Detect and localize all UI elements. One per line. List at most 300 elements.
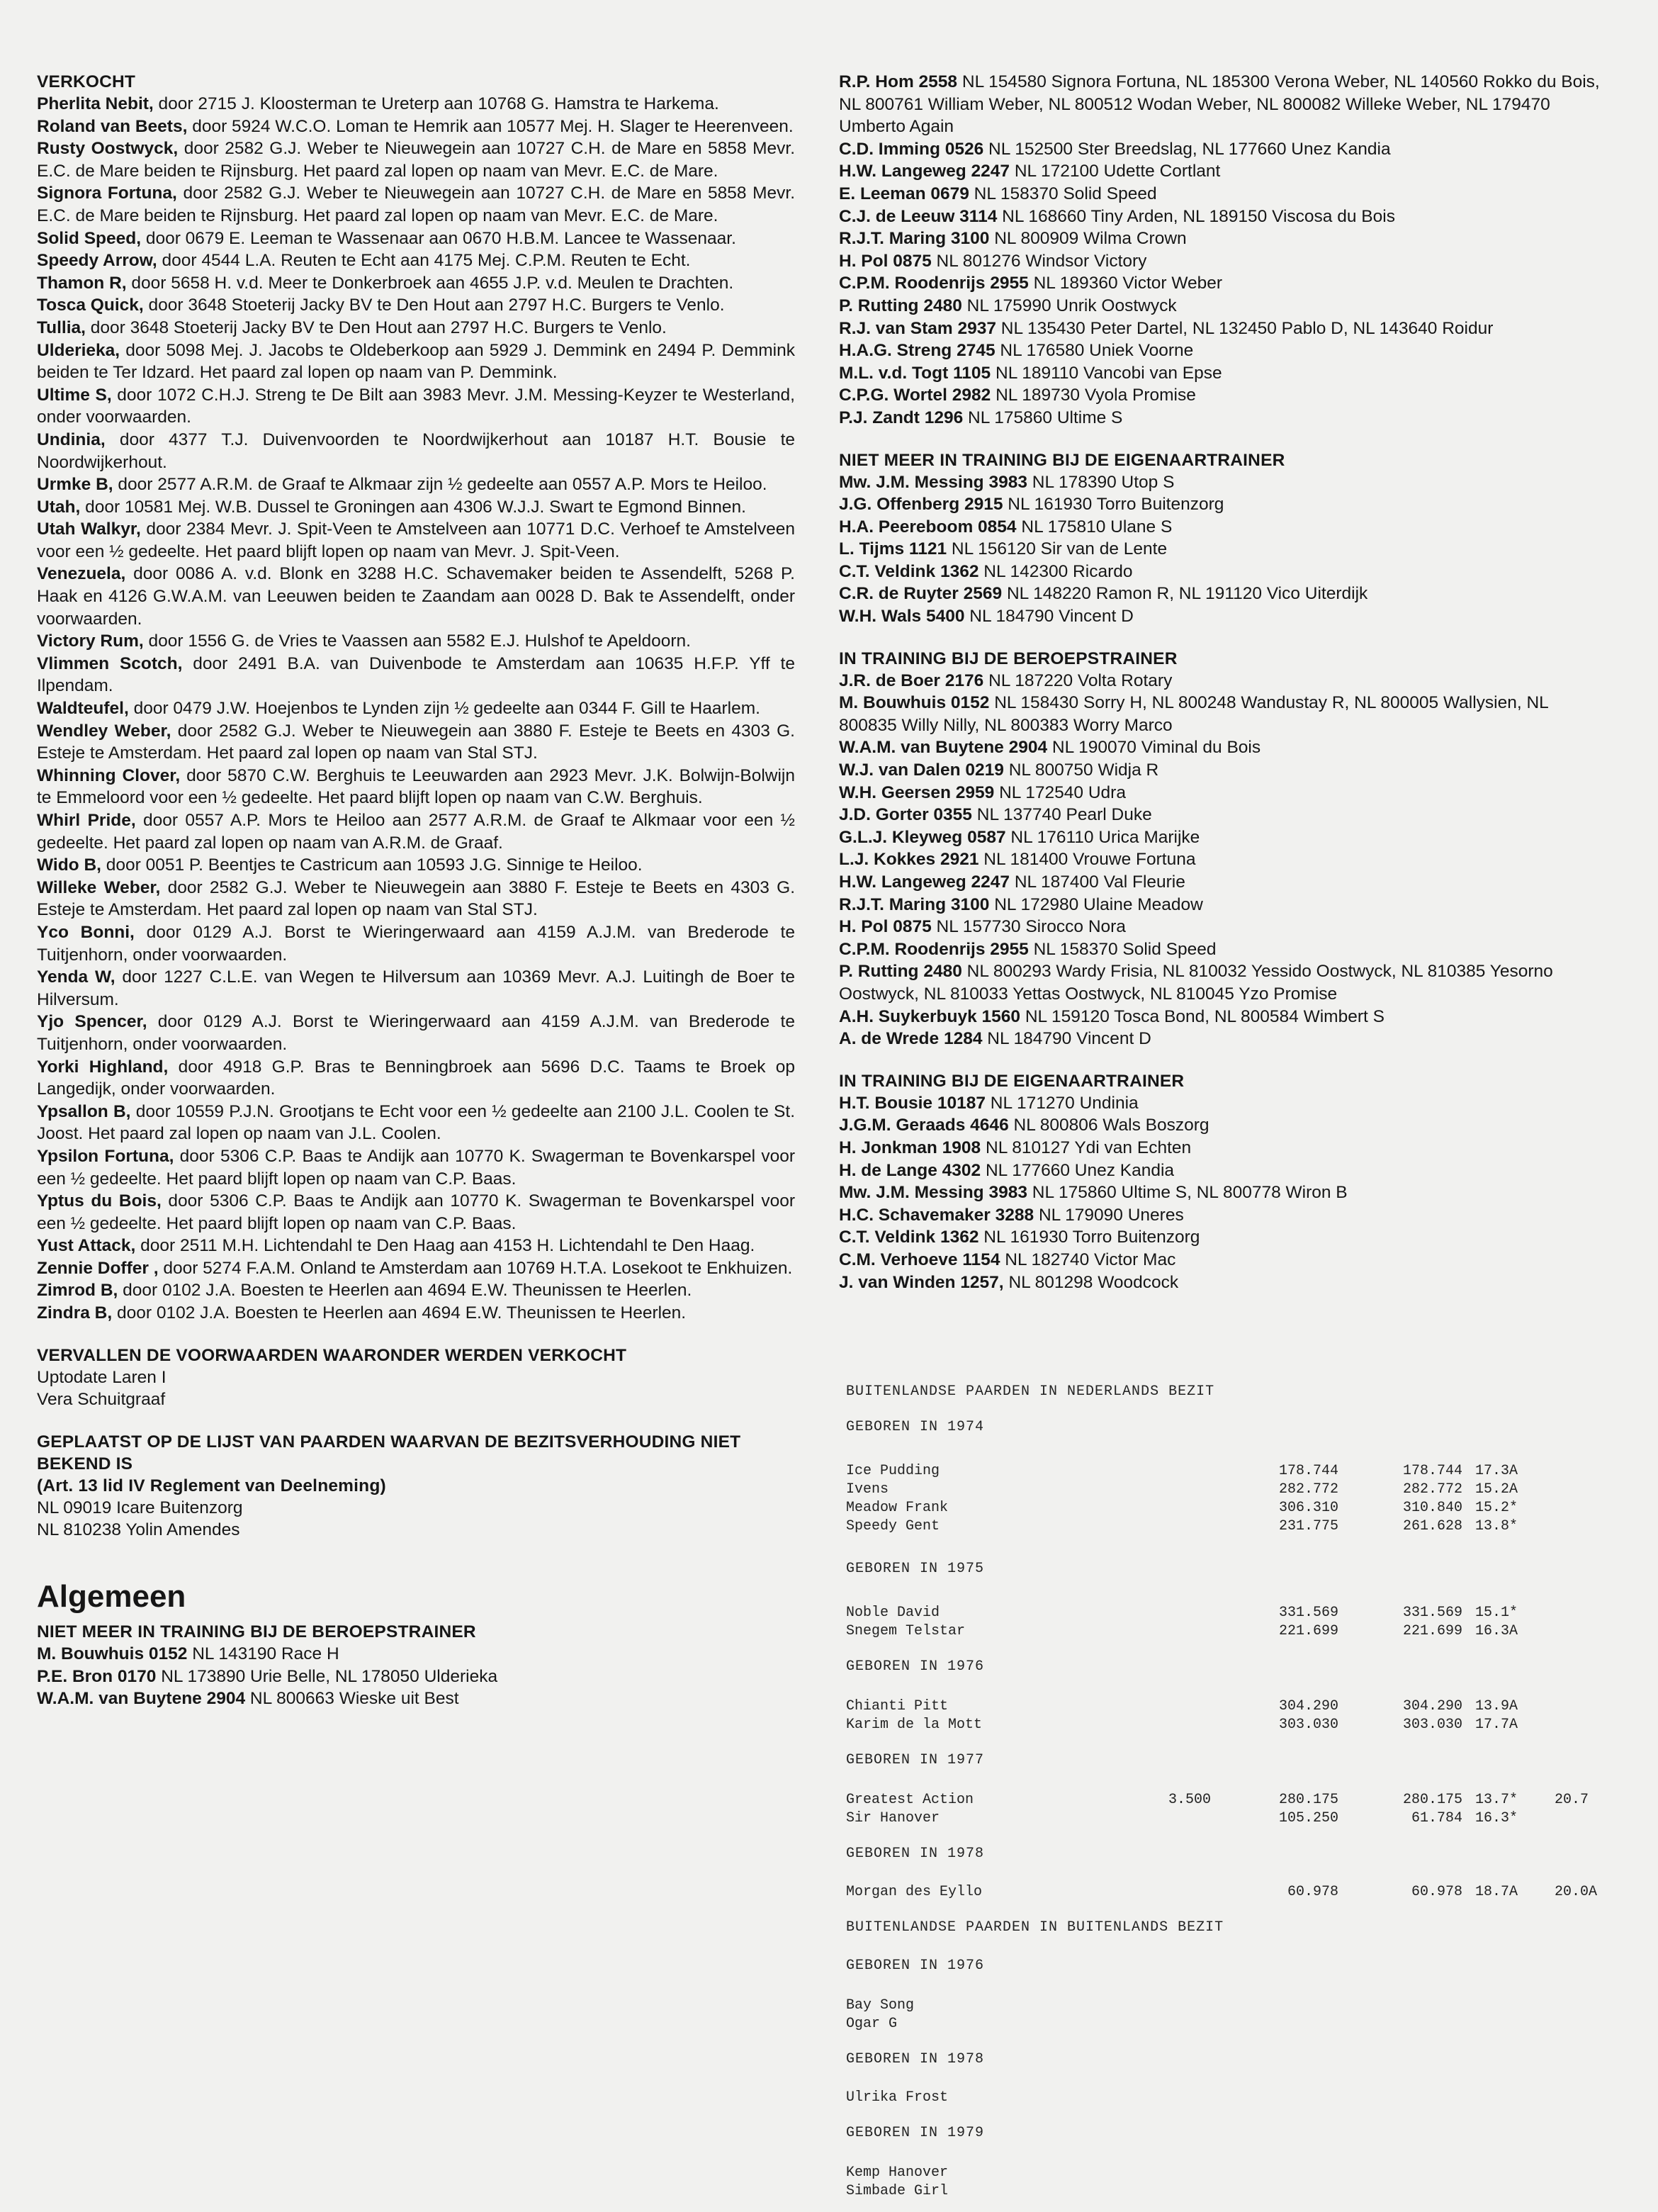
- horse-name: Urmke B,: [37, 475, 113, 495]
- birth-year-heading: GEBOREN IN 1976: [846, 1658, 985, 1675]
- trainer-name: C.T. Veldink 1362: [839, 1228, 979, 1247]
- sale-entry: [37, 272, 795, 295]
- entry-text: NL 175990 Unrik Oostwyck: [966, 296, 1177, 315]
- value-cell: 280.175: [1278, 1792, 1338, 1808]
- horse-name-cell: Bay Song: [846, 1997, 915, 2014]
- trainer-name: J. van Winden 1257,: [839, 1272, 1004, 1292]
- trainer-entry: [839, 295, 1601, 318]
- trainer-entry: [839, 250, 1601, 273]
- entry-text: door 0557 A.P. Mors te Heiloo aan 2577 A.R.M. de Graaf te Alkmaar voor een ½ gedeelte. Het paard zal lopen op naam van A.R.M. de Graaf.: [37, 811, 795, 853]
- entry-text: door 2582 G.J. Weber te Nieuwegein aan 3880 F. Esteje te Beets en 4303 G. Esteje te Amsterdam. Het paard zal lopen op naam van Stal STJ.: [37, 721, 795, 763]
- trainer-name: M. Bouwhuis 0152: [37, 1644, 188, 1664]
- sale-entry: [37, 1302, 795, 1325]
- sale-entry: [37, 93, 795, 116]
- sale-entry: [37, 630, 795, 653]
- entry-text: NL 154580 Signora Fortuna, NL 185300 Verona Weber, NL 140560 Rokko du Bois, NL 800761 William Weber, NL 800512 Wodan Weber, NL 800082 Willeke Weber, NL 179470 Umberto Again: [839, 72, 1600, 137]
- value-cell: 60.978: [1287, 1884, 1338, 1900]
- trainer-name: H. Pol 0875: [839, 251, 932, 271]
- table-row: [846, 1623, 1611, 1641]
- trainer-name: M. Bouwhuis 0152: [839, 693, 990, 713]
- entry-text: NL 172540 Udra: [999, 782, 1126, 802]
- trainer-name: C.R. de Ruyter 2569: [839, 584, 1003, 604]
- entry-text: NL 179090 Uneres: [1038, 1205, 1184, 1225]
- entry-text: door 5924 W.C.O. Loman te Hemrik aan 10577 Mej. H. Slager te Heerenveen.: [192, 116, 794, 136]
- horse-name-cell: Noble David: [846, 1605, 940, 1621]
- sale-entry: [37, 317, 795, 339]
- sale-entry: [37, 496, 795, 519]
- sale-entry: [37, 1056, 795, 1101]
- trainer-name: Mw. J.M. Messing 3983: [839, 1183, 1027, 1203]
- entry-text: door 2582 G.J. Weber te Nieuwegein aan 10727 C.H. de Mare en 5858 Mevr. E.C. de Mare beiden te Rijnsburg. Het paard zal lopen op naam van Mevr. E.C. de Mare.: [37, 139, 795, 181]
- section-heading: NIET MEER IN TRAINING BIJ DE EIGENAARTRAINER: [839, 450, 1285, 470]
- horse-name: Undinia,: [37, 430, 106, 449]
- sale-entry: [37, 429, 795, 473]
- horse-name: Victory Rum,: [37, 631, 144, 651]
- entry-text: door 2577 A.R.M. de Graaf te Alkmaar zijn ½ gedeelte aan 0557 A.P. Mors te Heiloo.: [118, 475, 767, 495]
- value-cell: 303.030: [1278, 1717, 1338, 1733]
- value-cell: 15.2A: [1475, 1481, 1518, 1498]
- value-cell: 61.784: [1411, 1810, 1462, 1826]
- trainer-entry: [839, 138, 1601, 161]
- entry-text: door 5306 C.P. Baas te Andijk aan 10770 K. Swagerman te Bovenkarspel voor een ½ gedeelte. Het paard blijft lopen op naam van C.P. Baas.: [37, 1191, 795, 1233]
- horse-name: Tosca Quick,: [37, 296, 144, 315]
- value-cell: 17.7A: [1475, 1717, 1518, 1733]
- entry-text: Uptodate Laren I: [37, 1367, 167, 1387]
- horse-name: Vlimmen Scotch,: [37, 653, 183, 673]
- value-cell: 16.3A: [1475, 1623, 1518, 1639]
- table-row: [846, 1518, 1611, 1537]
- horse-name-cell: Kemp Hanover: [846, 2165, 949, 2181]
- entry-text: door 4544 L.A. Reuten te Echt aan 4175 Mej. C.P.M. Reuten te Echt.: [162, 251, 691, 271]
- sale-entry: [37, 518, 795, 563]
- entry-text: door 0479 J.W. Hoejenbos te Lynden zijn ½ gedeelte aan 0344 F. Gill te Haarlem.: [133, 699, 760, 719]
- trainer-entry: [839, 759, 1601, 782]
- section-heading: GEPLAATST OP DE LIJST VAN PAARDEN WAARVAN DE BEZITSVERHOUDING NIET BEKEND IS: [37, 1432, 741, 1473]
- trainer-entry: [839, 183, 1601, 206]
- trainer-entry: [37, 1666, 795, 1688]
- trainer-entry: [37, 1366, 795, 1389]
- trainer-entry: [37, 1388, 795, 1411]
- birth-year-heading: GEBOREN IN 1974: [846, 1419, 985, 1435]
- trainer-entry: [37, 1519, 795, 1542]
- trainer-entry: [839, 1271, 1601, 1294]
- value-cell: 221.699: [1278, 1623, 1338, 1639]
- trainer-entry: [839, 1181, 1601, 1204]
- table-row: [846, 1997, 1611, 2016]
- value-cell: 16.3*: [1475, 1810, 1518, 1826]
- sale-entry: [37, 137, 795, 182]
- value-cell: 60.978: [1411, 1884, 1462, 1900]
- value-cell: 13.8*: [1475, 1518, 1518, 1534]
- trainer-name: H.A.G. Streng 2745: [839, 341, 996, 361]
- trainer-entry: [839, 228, 1601, 250]
- horse-name: Yptus du Bois,: [37, 1191, 162, 1211]
- trainer-entry: [839, 71, 1601, 138]
- sale-entry: [37, 1011, 795, 1055]
- value-cell: 3.500: [1168, 1792, 1211, 1808]
- sale-entry: [37, 921, 795, 966]
- trainer-name: R.P. Hom 2558: [839, 72, 958, 91]
- entry-text: NL 175860 Ultime S, NL 800778 Wiron B: [1032, 1183, 1348, 1203]
- entry-text: NL 810127 Ydi van Echten: [986, 1138, 1192, 1157]
- trainer-entry: [839, 826, 1601, 849]
- horse-name: Whinning Clover,: [37, 765, 181, 785]
- entry-text: door 10581 Mej. W.B. Dussel te Groningen aan 4306 W.J.J. Swart te Egmond Binnen.: [85, 497, 746, 517]
- value-cell: 20.0A: [1555, 1884, 1598, 1900]
- horse-name: Rusty Oostwyck,: [37, 139, 179, 159]
- value-cell: 13.9A: [1475, 1698, 1518, 1714]
- entry-text: NL 800909 Wilma Crown: [994, 229, 1187, 249]
- entry-text: NL 800750 Widja R: [1008, 760, 1159, 780]
- entry-text: door 1227 C.L.E. van Wegen te Hilversum aan 10369 Mevr. A.J. Luitingh de Boer te Hilversum.: [37, 967, 796, 1009]
- spacer: [839, 1050, 1601, 1070]
- sale-entry: [37, 384, 795, 429]
- trainer-name: W.H. Geersen 2959: [839, 782, 995, 802]
- table-row: [846, 2089, 1611, 2108]
- spacer: [37, 1325, 795, 1344]
- sale-entry: [37, 563, 795, 630]
- trainer-name: C.P.G. Wortel 2982: [839, 386, 991, 405]
- entry-text: door 5274 F.A.M. Onland te Amsterdam aan 10769 H.T.A. Losekoot te Enkhuizen.: [163, 1258, 793, 1278]
- entry-text: NL 176110 Urica Marijke: [1010, 827, 1200, 847]
- trainer-name: C.P.M. Roodenrijs 2955: [839, 274, 1029, 293]
- value-cell: 282.772: [1402, 1481, 1462, 1498]
- entry-text: door 2582 G.J. Weber te Nieuwegein aan 10727 C.H. de Mare en 5858 Mevr. E.C. de Mare beiden te Rijnsburg. Het paard zal lopen op naam van Mevr. E.C. de Mare.: [37, 184, 796, 225]
- birth-year-heading: GEBOREN IN 1977: [846, 1752, 985, 1768]
- entry-text: NL 156120 Sir van de Lente: [951, 539, 1168, 559]
- entry-text: NL 810238 Yolin Amendes: [37, 1520, 240, 1540]
- entry-text: door 0679 E. Leeman te Wassenaar aan 0670 H.B.M. Lancee te Wassenaar.: [145, 228, 736, 248]
- trainer-name: R.J. van Stam 2937: [839, 318, 996, 338]
- trainer-entry: [839, 362, 1601, 385]
- value-cell: 310.840: [1402, 1500, 1462, 1516]
- entry-text: door 1556 G. de Vries te Vaassen aan 5582 E.J. Hulshof te Apeldoorn.: [148, 631, 691, 651]
- trainer-entry: [839, 384, 1601, 407]
- trainer-name: H.T. Bousie 10187: [839, 1093, 986, 1113]
- entry-text: NL 178390 Utop S: [1032, 472, 1175, 492]
- horse-name-cell: Speedy Gent: [846, 1518, 940, 1534]
- trainer-name: H. Pol 0875: [839, 917, 932, 937]
- entry-text: NL 800663 Wieske uit Best: [249, 1689, 459, 1709]
- trainer-entry: [839, 871, 1601, 894]
- horse-name: Venezuela,: [37, 564, 126, 584]
- trainer-entry: [839, 471, 1601, 494]
- table-row: [846, 1481, 1611, 1500]
- entry-text: NL 187400 Val Fleurie: [1014, 872, 1185, 892]
- trainer-entry: [37, 1643, 795, 1666]
- value-cell: 17.3A: [1475, 1463, 1518, 1479]
- entry-text: NL 176580 Uniek Voorne: [1000, 341, 1194, 361]
- trainer-name: R.J.T. Maring 3100: [839, 229, 990, 249]
- trainer-name: J.R. de Boer 2176: [839, 670, 984, 690]
- value-cell: 280.175: [1402, 1792, 1462, 1808]
- value-cell: 331.569: [1278, 1605, 1338, 1621]
- trainer-entry: [839, 1204, 1601, 1227]
- entry-text: door 1072 C.H.J. Streng te De Bilt aan 3983 Mevr. J.M. Messing-Keyzer te Westerland, onder voorwaarden.: [37, 385, 795, 427]
- horse-name: Solid Speed,: [37, 228, 142, 248]
- entry-text: NL 189110 Vancobi van Epse: [996, 363, 1222, 383]
- entry-text: NL 181400 Vrouwe Fortuna: [983, 850, 1196, 870]
- entry-text: NL 157730 Sirocco Nora: [936, 917, 1126, 937]
- entry-text: door 2715 J. Kloosterman te Ureterp aan 10768 G. Hamstra te Harkema.: [158, 94, 719, 113]
- trainer-name: C.J. de Leeuw 3114: [839, 206, 998, 226]
- horse-name: Thamon R,: [37, 273, 127, 293]
- horse-name-cell: Ogar G: [846, 2016, 898, 2032]
- value-cell: 15.2*: [1475, 1500, 1518, 1516]
- entry-text: NL 152500 Ster Breedslag, NL 177660 Unez Kandia: [988, 139, 1391, 159]
- sale-entry: [37, 1190, 795, 1235]
- table-row: [846, 2016, 1611, 2034]
- entry-text: NL 137740 Pearl Duke: [976, 805, 1152, 825]
- entry-text: NL 177660 Unez Kandia: [985, 1160, 1175, 1180]
- table-row: [846, 1717, 1611, 1735]
- horse-name: Tullia,: [37, 318, 86, 337]
- trainer-entry: [839, 1249, 1601, 1271]
- horse-name-cell: Sir Hanover: [846, 1810, 940, 1826]
- trainer-name: C.D. Imming 0526: [839, 139, 984, 159]
- horse-name: Zindra B,: [37, 1303, 113, 1323]
- trainer-entry: [839, 1114, 1601, 1137]
- trainer-entry: [839, 938, 1601, 961]
- trainer-name: A.H. Suykerbuyk 1560: [839, 1006, 1021, 1026]
- trainer-name: H.W. Langeweg 2247: [839, 872, 1010, 892]
- trainer-name: A. de Wrede 1284: [839, 1029, 983, 1049]
- entry-text: NL 142300 Ricardo: [983, 561, 1133, 581]
- trainer-entry: [839, 538, 1601, 561]
- horse-name: Ulderieka,: [37, 340, 120, 360]
- trainer-name: Mw. J.M. Messing 3983: [839, 472, 1027, 492]
- trainer-entry: [839, 160, 1601, 183]
- table-row: [846, 1792, 1611, 1810]
- sale-entry: [37, 228, 795, 250]
- trainer-entry: [839, 516, 1601, 539]
- entry-text: door 3648 Stoeterij Jacky BV te Den Hout aan 2797 H.C. Burgers te Venlo.: [148, 296, 725, 315]
- value-cell: 304.290: [1402, 1698, 1462, 1714]
- left-column: [37, 71, 795, 1710]
- entry-text: door 2491 B.A. van Duivenbode te Amsterdam aan 10635 H.F.P. Yff te Ilpendam.: [37, 653, 795, 696]
- entry-text: NL 187220 Volta Rotary: [988, 670, 1173, 690]
- entry-text: NL 161930 Torro Buitenzorg: [983, 1228, 1200, 1247]
- trainer-entry: [839, 493, 1601, 516]
- entry-text: NL 158430 Sorry H, NL 800248 Wandustay R, NL 800005 Wallysien, NL 800835 Willy Nilly, NL 800383 Worry Marco: [839, 693, 1548, 735]
- value-cell: 221.699: [1402, 1623, 1462, 1639]
- value-cell: 105.250: [1278, 1810, 1338, 1826]
- value-cell: 282.772: [1278, 1481, 1338, 1498]
- entry-text: NL 189360 Victor Weber: [1033, 274, 1223, 293]
- entry-text: NL 182740 Victor Mac: [1005, 1250, 1176, 1269]
- value-cell: 306.310: [1278, 1500, 1338, 1516]
- sale-entry: [37, 1235, 795, 1257]
- entry-text: NL 800293 Wardy Frisia, NL 810032 Yessido Oostwyck, NL 810385 Yesorno Oostwyck, NL 810033 Yettas Oostwyck, NL 810045 Yzo Promise: [839, 962, 1553, 1004]
- section-heading: IN TRAINING BIJ DE EIGENAARTRAINER: [839, 1071, 1185, 1091]
- horse-name: Yco Bonni,: [37, 922, 135, 942]
- entry-text: NL 172980 Ulaine Meadow: [994, 894, 1203, 914]
- trainer-name: G.L.J. Kleyweg 0587: [839, 827, 1006, 847]
- trainer-entry: [839, 318, 1601, 340]
- sale-entry: [37, 653, 795, 697]
- horse-name: Speedy Arrow,: [37, 251, 157, 271]
- horse-name: Wido B,: [37, 855, 101, 875]
- entry-text: NL 175810 Ulane S: [1021, 517, 1173, 537]
- horse-name: Willeke Weber,: [37, 877, 161, 897]
- spacer: [839, 628, 1601, 648]
- horse-name-cell: Ice Pudding: [846, 1463, 940, 1479]
- entry-text: door 5098 Mej. J. Jacobs te Oldeberkoop aan 5929 J. Demmink en 2494 P. Demmink beiden te Ter Idzard. Het paard zal lopen op naam van P. Demmink.: [37, 340, 795, 383]
- section-heading: (Art. 13 lid IV Reglement van Deelneming): [37, 1476, 386, 1495]
- entry-text: Vera Schuitgraaf: [37, 1390, 166, 1410]
- value-cell: 178.744: [1278, 1463, 1338, 1479]
- trainer-entry: [37, 1688, 795, 1710]
- trainer-entry: [839, 407, 1601, 430]
- trainer-name: P. Rutting 2480: [839, 296, 962, 315]
- entry-text: door 0129 A.J. Borst te Wieringerwaard aan 4159 A.J.M. van Brederode te Tuitjenhorn, onder voorwaarden.: [37, 922, 795, 965]
- entry-text: NL 168660 Tiny Arden, NL 189150 Viscosa du Bois: [1002, 206, 1395, 226]
- entry-text: NL 09019 Icare Buitenzorg: [37, 1498, 243, 1517]
- entry-text: NL 189730 Vyola Promise: [996, 386, 1196, 405]
- entry-text: door 2511 M.H. Lichtendahl te Den Haag aan 4153 H. Lichtendahl te Den Haag.: [140, 1236, 755, 1256]
- spacer: [839, 430, 1601, 449]
- trainer-entry: [839, 605, 1601, 628]
- entry-text: NL 158370 Solid Speed: [1033, 939, 1217, 959]
- trainer-entry: [839, 692, 1601, 736]
- entry-text: door 5658 H. v.d. Meer te Donkerbroek aan 4655 J.P. v.d. Meulen te Drachten.: [131, 273, 734, 293]
- section-heading: NIET MEER IN TRAINING BIJ DE BEROEPSTRAINER: [37, 1622, 476, 1642]
- trainer-name: C.T. Veldink 1362: [839, 561, 979, 581]
- trainer-entry: [839, 1092, 1601, 1115]
- entry-text: NL 171270 Undinia: [990, 1093, 1139, 1113]
- trainer-entry: [839, 339, 1601, 362]
- table-row: [846, 1810, 1611, 1829]
- horse-name: Pherlita Nebit,: [37, 94, 154, 113]
- trainer-entry: [839, 1226, 1601, 1249]
- table-row: [846, 1463, 1611, 1481]
- horse-name-cell: Chianti Pitt: [846, 1698, 949, 1714]
- sale-entry: [37, 1279, 795, 1302]
- horse-name-cell: Snegem Telstar: [846, 1623, 966, 1639]
- trainer-entry: [839, 894, 1601, 916]
- trainer-entry: [839, 736, 1601, 759]
- table-row: [846, 2183, 1611, 2201]
- value-cell: 231.775: [1278, 1518, 1338, 1534]
- trainer-name: L. Tijms 1121: [839, 539, 947, 559]
- sale-entry: [37, 720, 795, 765]
- sale-entry: [37, 966, 795, 1011]
- section-heading: VERVALLEN DE VOORWAARDEN WAARONDER WERDEN VERKOCHT: [37, 1345, 627, 1365]
- entry-text: NL 184790 Vincent D: [987, 1029, 1151, 1049]
- horse-name-cell: Greatest Action: [846, 1792, 974, 1808]
- sale-entry: [37, 697, 795, 720]
- horse-name: Utah,: [37, 497, 81, 517]
- entry-text: door 4377 T.J. Duivenvoorden te Noordwijkerhout aan 10187 H.T. Bousie te Noordwijkerhout.: [37, 430, 795, 472]
- table-row: [846, 1884, 1611, 1902]
- trainer-name: W.A.M. van Buytene 2904: [839, 738, 1048, 758]
- trainer-name: H. de Lange 4302: [839, 1160, 981, 1180]
- spacer: [37, 1411, 795, 1431]
- trainer-name: H.A. Peereboom 0854: [839, 517, 1017, 537]
- horse-name: Roland van Beets,: [37, 116, 188, 136]
- horse-name-cell: Simbade Girl: [846, 2183, 949, 2199]
- entry-text: door 5870 C.W. Berghuis te Leeuwarden aan 2923 Mevr. J.K. Bolwijn-Bolwijn te Emmeloord voor een ½ gedeelte. Het paard blijft lopen op naam van C.W. Berghuis.: [37, 765, 795, 808]
- entry-text: NL 175860 Ultime S: [968, 408, 1123, 427]
- value-cell: 15.1*: [1475, 1605, 1518, 1621]
- entry-text: NL 801276 Windsor Victory: [936, 251, 1147, 271]
- table-row: [846, 2165, 1611, 2183]
- sale-entry: [37, 182, 795, 227]
- value-cell: 18.7A: [1475, 1884, 1518, 1900]
- table-title: BUITENLANDSE PAARDEN IN BUITENLANDS BEZIT: [846, 1919, 1224, 1936]
- birth-year-heading: GEBOREN IN 1978: [846, 2051, 985, 2067]
- trainer-name: J.G.M. Geraads 4646: [839, 1116, 1009, 1135]
- trainer-entry: [839, 206, 1601, 228]
- entry-text: door 3648 Stoeterij Jacky BV te Den Hout aan 2797 H.C. Burgers te Venlo.: [90, 318, 667, 337]
- trainer-name: P. Rutting 2480: [839, 962, 962, 982]
- birth-year-heading: GEBOREN IN 1979: [846, 2125, 985, 2141]
- value-cell: 331.569: [1402, 1605, 1462, 1621]
- entry-text: NL 135430 Peter Dartel, NL 132450 Pablo D, NL 143640 Roidur: [1000, 318, 1494, 338]
- entry-text: door 10559 P.J.N. Grootjans te Echt voor een ½ gedeelte aan 2100 J.L. Coolen te St. Joost. Het paard zal lopen op naam van J.L. Coolen.: [37, 1101, 796, 1144]
- horse-name-cell: Ivens: [846, 1481, 889, 1498]
- section-heading: IN TRAINING BIJ DE BEROEPSTRAINER: [839, 649, 1178, 668]
- trainer-name: R.J.T. Maring 3100: [839, 894, 990, 914]
- trainer-name: W.J. van Dalen 0219: [839, 760, 1004, 780]
- entry-text: door 2384 Mevr. J. Spit-Veen te Amstelveen aan 10771 D.C. Verhoef te Amstelveen voor een ½ gedeelte. Het paard blijft lopen op naam van Mevr. J. Spit-Veen.: [37, 520, 795, 561]
- table-title: BUITENLANDSE PAARDEN IN NEDERLANDS BEZIT: [846, 1383, 1215, 1400]
- trainer-name: W.H. Wals 5400: [839, 607, 965, 627]
- horse-name: Waldteufel,: [37, 699, 129, 719]
- sale-entry: [37, 877, 795, 921]
- trainer-entry: [839, 960, 1601, 1005]
- entry-text: NL 173890 Urie Belle, NL 178050 Ulderieka: [161, 1666, 498, 1686]
- right-column: [839, 71, 1601, 1293]
- trainer-entry: [839, 916, 1601, 938]
- horse-name-cell: Ulrika Frost: [846, 2089, 949, 2106]
- birth-year-heading: GEBOREN IN 1978: [846, 1846, 985, 1862]
- horse-name-cell: Meadow Frank: [846, 1500, 949, 1516]
- value-cell: 261.628: [1402, 1518, 1462, 1534]
- horse-name: Utah Walkyr,: [37, 520, 141, 539]
- sale-entry: [37, 1257, 795, 1280]
- trainer-entry: [839, 1160, 1601, 1182]
- entry-text: door 4918 G.P. Bras te Benningbroek aan 5696 D.C. Taams te Broek op Langedijk, onder voorwaarden.: [37, 1057, 795, 1099]
- trainer-entry: [839, 782, 1601, 804]
- horse-name: Signora Fortuna,: [37, 184, 177, 203]
- table-row: [846, 1605, 1611, 1623]
- trainer-entry: [839, 1006, 1601, 1028]
- entry-text: NL 148220 Ramon R, NL 191120 Vico Uiterdijk: [1006, 584, 1368, 604]
- trainer-entry: [839, 272, 1601, 295]
- trainer-name: H.W. Langeweg 2247: [839, 162, 1010, 181]
- horse-name: Yorki Highland,: [37, 1057, 169, 1077]
- entry-text: NL 801298 Woodcock: [1008, 1272, 1179, 1292]
- entry-text: NL 184790 Vincent D: [969, 607, 1134, 627]
- entry-text: door 0051 P. Beentjes te Castricum aan 10593 J.G. Sinnige te Heiloo.: [106, 855, 643, 875]
- entry-text: NL 190070 Viminal du Bois: [1051, 738, 1261, 758]
- birth-year-heading: GEBOREN IN 1976: [846, 1958, 985, 1974]
- horse-name: Wendley Weber,: [37, 721, 171, 741]
- horse-name: Whirl Pride,: [37, 811, 136, 830]
- trainer-entry: [839, 583, 1601, 605]
- sale-entry: [37, 765, 795, 809]
- entry-text: NL 161930 Torro Buitenzorg: [1008, 495, 1224, 515]
- horse-name: Ultime S,: [37, 385, 112, 405]
- horse-name: Yenda W,: [37, 967, 115, 987]
- sale-entry: [37, 294, 795, 317]
- entry-text: door 5306 C.P. Baas te Andijk aan 10770 K. Swagerman te Bovenkarspel voor een ½ gedeelte. Het paard blijft lopen op naam van C.P. Baas.: [37, 1146, 796, 1189]
- horse-name: Zimrod B,: [37, 1281, 118, 1301]
- value-cell: 178.744: [1402, 1463, 1462, 1479]
- entry-text: door 0129 A.J. Borst te Wieringerwaard aan 4159 A.J.M. van Brederode te Tuitjenhorn, onder voorwaarden.: [37, 1012, 795, 1054]
- section-title: Algemeen: [37, 1579, 186, 1615]
